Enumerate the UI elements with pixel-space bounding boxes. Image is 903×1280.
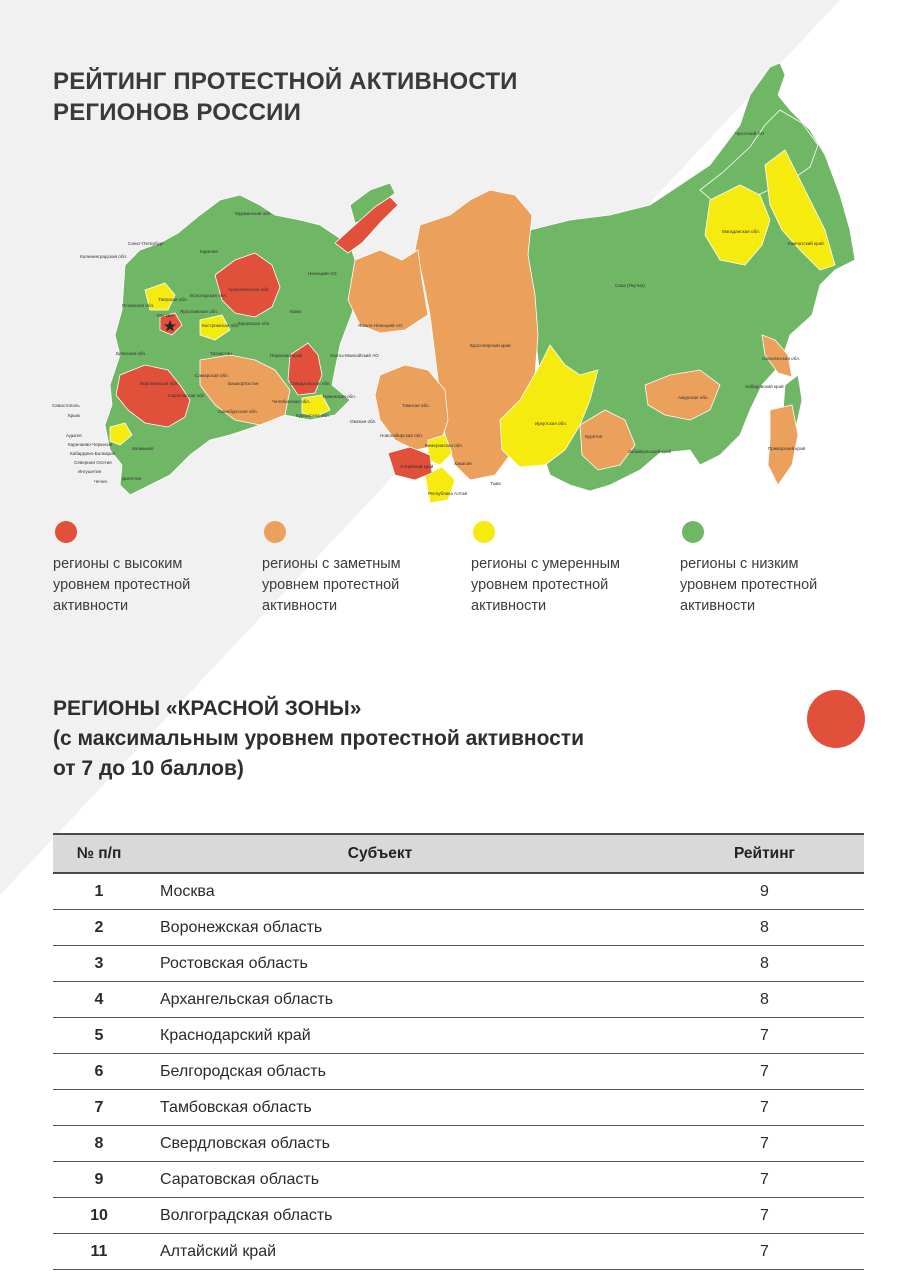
label-voronezh: Воронежская обл. — [140, 381, 179, 386]
row-subject: Саратовская область — [145, 1162, 616, 1198]
legend-text-low: регионы с низким уровнем протестной активности — [680, 556, 818, 614]
legend-item-notable — [262, 521, 462, 617]
label-perm: Пермский край — [270, 353, 302, 358]
row-num: 1 — [53, 873, 145, 910]
label-kamchatka: Камчатский край — [788, 241, 824, 246]
legend-dot-notable — [264, 521, 286, 543]
label-murmansk: Мурманская обл. — [235, 211, 272, 216]
label-north-ossetia: Северная Осетия — [74, 460, 112, 465]
legend-dot-moderate — [473, 521, 495, 543]
label-zabaikalsky: Забайкальский край — [628, 449, 672, 454]
label-chelyabinsk: Челябинская обл. — [272, 399, 311, 404]
row-subject: Свердловская область — [145, 1126, 616, 1162]
label-primorsky: Приморский край — [768, 446, 806, 451]
row-rating: 7 — [616, 1054, 864, 1090]
page-title-line1: РЕЙТИНГ ПРОТЕСТНОЙ АКТИВНОСТИ — [53, 68, 518, 95]
row-num: 11 — [53, 1234, 145, 1270]
label-amur: Амурская обл. — [678, 395, 709, 400]
label-karelia: Карелия — [200, 249, 218, 254]
label-khmao: Ханты-Мансийский АО — [330, 353, 379, 358]
label-kostroma: Костромская обл. — [202, 323, 240, 328]
label-yaroslavl: Ярославская обл. — [180, 309, 219, 314]
label-dagestan: Дагестан — [122, 476, 142, 481]
label-nao: Ненецкий АО — [308, 271, 337, 276]
label-kirov: Кировская обл. — [238, 321, 271, 326]
row-rating: 7 — [616, 1018, 864, 1054]
row-subject: Ростовская область — [145, 946, 616, 982]
label-chukotka: Чукотский АО — [735, 131, 765, 136]
region-yamal — [348, 250, 428, 333]
label-moscow: Москва — [157, 313, 173, 318]
label-yakutia: Саха (Якутия) — [615, 283, 645, 288]
table-row — [53, 982, 864, 1018]
red-zone-title-line1: РЕГИОНЫ «КРАСНОЙ ЗОНЫ» — [53, 697, 362, 720]
region-primorsky — [768, 405, 798, 485]
legend-item-moderate — [471, 521, 671, 617]
table-row — [53, 1198, 864, 1234]
table-body — [53, 873, 864, 1270]
russia-regions-map — [50, 55, 865, 515]
label-karachay: Карачаево-Черкесия — [68, 442, 113, 447]
label-ingushetia: Ингушетия — [78, 469, 102, 474]
row-num: 6 — [53, 1054, 145, 1090]
row-num: 4 — [53, 982, 145, 1018]
header-rating: Рейтинг — [616, 834, 864, 873]
label-samara: Самарская обл. — [195, 373, 229, 378]
row-rating: 7 — [616, 1234, 864, 1270]
label-tyva: Тыва — [490, 481, 501, 486]
row-rating: 8 — [616, 982, 864, 1018]
label-vologda: Вологодская обл. — [190, 293, 228, 298]
table-header-row — [53, 834, 864, 873]
row-num: 7 — [53, 1090, 145, 1126]
label-khabarovsk: Хабаровский край — [745, 384, 784, 389]
table-row — [53, 873, 864, 910]
table-row — [53, 1234, 864, 1270]
label-orenburg: Оренбургская обл. — [218, 409, 258, 414]
label-tver: Тверская обл. — [158, 297, 188, 302]
label-novosibirsk: Новосибирская обл. — [380, 433, 424, 438]
row-rating: 7 — [616, 1198, 864, 1234]
red-zone-dot — [807, 690, 865, 748]
label-yamal: Ямало-Ненецкий АО — [358, 323, 403, 328]
label-komi: Коми — [290, 309, 301, 314]
header-num: № п/п — [53, 834, 145, 873]
legend-item-high — [53, 521, 253, 617]
row-num: 10 — [53, 1198, 145, 1234]
row-subject: Тамбовская область — [145, 1090, 616, 1126]
label-adygea: Адыгея — [66, 433, 82, 438]
row-subject: Москва — [145, 873, 616, 910]
label-omsk: Омская обл. — [350, 419, 377, 424]
legend-text-high: регионы с высоким уровнем протестной активности — [53, 556, 191, 614]
row-subject: Волгоградская область — [145, 1198, 616, 1234]
table-row — [53, 1018, 864, 1054]
label-sakhalin: Сахалинская обл. — [762, 356, 801, 361]
legend-dot-high — [55, 521, 77, 543]
row-subject: Краснодарский край — [145, 1018, 616, 1054]
legend-text-notable: регионы с заметным уровнем протестной активности — [262, 556, 401, 614]
row-rating: 7 — [616, 1126, 864, 1162]
row-num: 5 — [53, 1018, 145, 1054]
label-chechnya: Чечня — [94, 479, 107, 484]
label-spb: Санкт-Петербург — [128, 241, 165, 246]
legend-dot-low — [682, 521, 704, 543]
label-altai-krai: Алтайский край — [400, 464, 434, 469]
label-sevastopol: Севастополь — [52, 403, 80, 408]
row-subject: Белгородская область — [145, 1054, 616, 1090]
table-row — [53, 946, 864, 982]
legend-item-low — [680, 521, 880, 617]
label-altai-rep: Республика Алтай — [428, 491, 468, 496]
label-sverdlovsk: Свердловская обл. — [290, 381, 331, 386]
table-row — [53, 1090, 864, 1126]
label-krasnoyarsk: Красноярский край — [470, 343, 511, 348]
label-kbr: Кабардино-Балкария — [70, 451, 116, 456]
label-khakassia: Хакасия — [454, 461, 472, 466]
label-kaliningrad: Калининградская обл. — [80, 254, 128, 259]
red-zone-title-line3: от 7 до 10 баллов) — [53, 757, 244, 780]
label-tyumen: Тюменская обл. — [322, 394, 356, 399]
row-num: 8 — [53, 1126, 145, 1162]
row-rating: 7 — [616, 1162, 864, 1198]
table-row — [53, 1126, 864, 1162]
row-num: 3 — [53, 946, 145, 982]
label-saratov: Саратовская обл. — [168, 393, 206, 398]
map-legend — [53, 521, 873, 621]
row-rating: 9 — [616, 873, 864, 910]
ratings-table — [53, 833, 864, 1270]
row-rating: 8 — [616, 910, 864, 946]
row-rating: 7 — [616, 1090, 864, 1126]
label-buryatia: Бурятия — [585, 434, 603, 439]
label-magadan: Магаданская обл. — [722, 229, 760, 234]
table-row — [53, 910, 864, 946]
header-subject: Субъект — [145, 834, 616, 873]
label-kurgan: Курганская обл. — [296, 413, 330, 418]
label-tatarstan: Татарстан — [210, 351, 232, 356]
row-num: 9 — [53, 1162, 145, 1198]
page-title-line2: РЕГИОНОВ РОССИИ — [53, 99, 302, 126]
row-subject: Архангельская область — [145, 982, 616, 1018]
red-zone-title-line2: (с максимальным уровнем протестной активности — [53, 727, 584, 750]
table-row — [53, 1162, 864, 1198]
row-rating: 8 — [616, 946, 864, 982]
label-tomsk: Томская обл. — [402, 403, 430, 408]
row-subject: Воронежская область — [145, 910, 616, 946]
red-zone-title — [53, 694, 584, 784]
label-arkhangelsk: Архангельская обл. — [228, 287, 270, 292]
label-pskov: Псковская обл. — [122, 303, 155, 308]
label-crimea: Крым — [68, 413, 80, 418]
label-bashkortostan: Башкортостан — [228, 381, 259, 386]
row-num: 2 — [53, 910, 145, 946]
row-subject: Алтайский край — [145, 1234, 616, 1270]
label-irkutsk: Иркутская обл. — [535, 421, 567, 426]
label-bryansk: Брянская обл. — [116, 351, 147, 356]
label-kalmykia: Калмыкия — [132, 446, 154, 451]
table-row — [53, 1054, 864, 1090]
label-kemerovo: Кемеровская обл. — [425, 443, 464, 448]
legend-text-moderate: регионы с умеренным уровнем протестной активности — [471, 556, 620, 614]
